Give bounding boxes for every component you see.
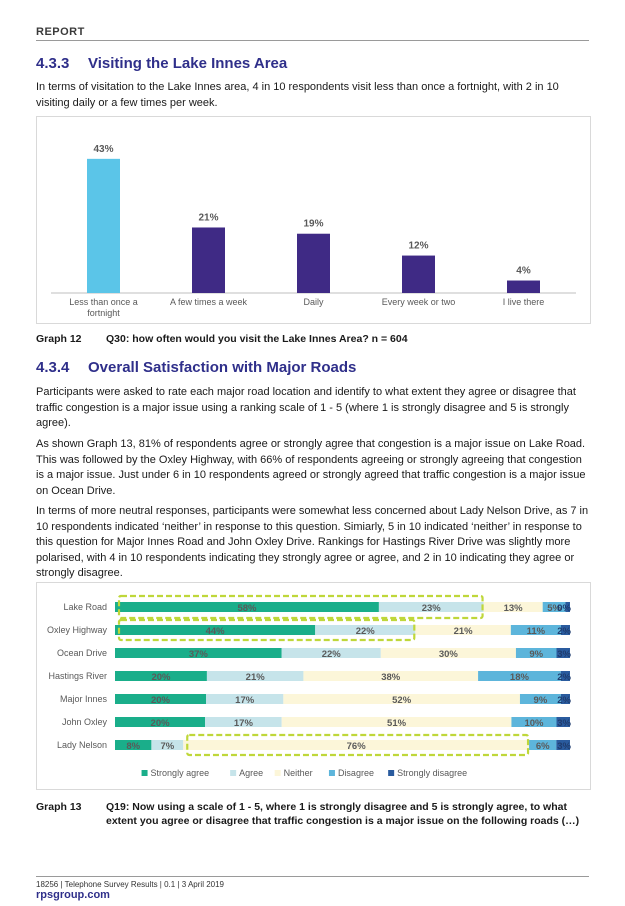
legend-entry: Neither — [283, 768, 313, 778]
category-label: Less than once a — [69, 297, 138, 307]
data-label: 2% — [557, 672, 571, 683]
section-paragraph: Participants were asked to rate each major road location and identify to what extent they agree or disagree that traffic congestion is a major issue using a ranking scale of 1 - 5 (where 1 is strongly disagree and 5 is strongly agree). — [36, 386, 576, 429]
caption-label: Graph 13 — [36, 801, 82, 813]
section-number: 4.3.4 — [36, 359, 70, 376]
section-number: 4.3.3 — [36, 55, 70, 72]
header-divider — [36, 40, 589, 41]
section-title: Overall Satisfaction with Major Roads — [88, 359, 357, 376]
section-title: Visiting the Lake Innes Area — [88, 55, 288, 72]
section-heading-4-3-3 — [36, 55, 287, 72]
data-label: 3% — [557, 741, 571, 752]
data-label: 52% — [392, 695, 412, 706]
data-label: 22% — [321, 649, 341, 660]
data-label: 38% — [381, 672, 401, 683]
caption-label: Graph 12 — [36, 333, 82, 345]
data-label: 9% — [533, 695, 548, 706]
legend-swatch — [275, 770, 281, 776]
data-label: 22% — [355, 626, 375, 637]
footer-divider — [36, 876, 589, 877]
data-label: 12% — [408, 240, 429, 252]
category-label: Hastings River — [48, 671, 107, 681]
category-label: I live there — [502, 297, 545, 307]
graph13-caption — [36, 800, 586, 828]
data-label: 6% — [535, 741, 550, 752]
graph12-caption — [36, 332, 586, 346]
graph12-chart — [36, 116, 591, 324]
category-label: Ocean Drive — [56, 648, 107, 658]
data-label: 2% — [557, 695, 571, 706]
section-paragraph: As shown Graph 13, 81% of respondents agree or strongly agree that congestion is a major issue on Lake Road. This was followed by the Oxley Highway, with 66% of respondents agreeing or strongly agreeing that congestion is a major issue. Just under 6 in 10 respondents agreed or strongly agreed that traffic congestion is a major issue on Ocean Drive. — [36, 438, 586, 497]
category-label: Lady Nelson — [56, 740, 107, 750]
data-label: 43% — [93, 143, 114, 155]
bar — [192, 227, 225, 293]
section-paragraph: In terms of visitation to the Lake Innes area, 4 in 10 respondents visit less than once a fortnight, with 2 in 10 visiting daily or a few times per week. — [36, 81, 559, 109]
data-label: 18% — [509, 672, 529, 683]
data-label: 51% — [387, 718, 407, 729]
data-label: 2% — [557, 626, 571, 637]
data-label: 58% — [237, 603, 257, 614]
category-label: Major Innes — [59, 694, 107, 704]
data-label: 3% — [557, 718, 571, 729]
data-label: 5% — [547, 603, 561, 614]
category-label: Oxley Highway — [46, 625, 107, 635]
category-label: Daily — [303, 297, 324, 307]
section-heading-4-3-4 — [36, 359, 356, 376]
data-label: 13% — [503, 603, 523, 614]
data-label: 30% — [438, 649, 458, 660]
category-label: John Oxley — [61, 717, 107, 727]
data-label: 3% — [557, 649, 571, 660]
data-label: 21% — [453, 626, 473, 637]
data-label: 4% — [516, 265, 531, 277]
category-label: Every week or two — [381, 297, 456, 307]
data-label: 20% — [150, 718, 170, 729]
data-label: 20% — [150, 695, 171, 706]
data-label: 19% — [303, 218, 324, 230]
data-label: 21% — [198, 212, 219, 224]
legend-entry: Strongly agree — [150, 768, 210, 778]
legend-entry: Disagree — [337, 768, 374, 778]
graph12-svg — [37, 117, 590, 323]
legend-swatch — [388, 770, 394, 776]
legend-swatch — [230, 770, 236, 776]
data-label: 7% — [160, 741, 175, 752]
data-label: 17% — [233, 718, 253, 729]
data-label: 21% — [245, 672, 265, 683]
footer-brand: rpsgroup.com — [36, 889, 110, 901]
caption-text: Q30: how often would you visit the Lake Innes Area? n = 604 — [106, 333, 408, 345]
caption-text: Q19: Now using a scale of 1 - 5, where 1 is strongly disagree and 5 is strongly agree, to what extent you agree or disagree that traffic congestion is a major issue on the following roads (…) — [106, 801, 580, 827]
data-label: 20% — [151, 672, 171, 683]
data-label: 76% — [346, 741, 366, 752]
bar — [297, 234, 330, 293]
data-label: 0% — [557, 603, 571, 614]
data-label: 10% — [524, 718, 544, 729]
data-label: 9% — [529, 649, 544, 660]
bar — [87, 159, 120, 293]
section-paragraph: In terms of more neutral responses, participants were somewhat less concerned about Lady Nelson Drive, as 7 in 10 respondents indicated ‘neither’ in response to this question. Simiarly, 5 in 10 indicated ‘neither’ in response to this question for Major Innes Road and John Oxley Drive. Rankings for Hastings River Drive was slightly more polarised, with 4 in 10 respondents indicating they strongly agree or agree, and 2 in 10 indicating they agree or strongly disagree. — [36, 505, 589, 579]
data-label: 11% — [526, 626, 546, 637]
header-label: REPORT — [36, 26, 85, 38]
category-label: A few times a week — [169, 297, 248, 307]
legend-swatch — [142, 770, 148, 776]
data-label: 37% — [188, 649, 208, 660]
data-label: 44% — [205, 626, 225, 637]
legend-swatch — [329, 770, 335, 776]
graph13-svg — [37, 583, 590, 789]
data-label: 8% — [126, 741, 141, 752]
data-label: 23% — [421, 603, 441, 614]
legend-entry: Agree — [239, 768, 264, 778]
category-label: fortnight — [87, 308, 120, 318]
bar — [402, 256, 435, 293]
footer-meta: 18256 | Telephone Survey Results | 0.1 | 3 April 2019 — [36, 880, 224, 889]
graph13-chart — [36, 582, 591, 790]
bar — [507, 281, 540, 293]
category-label: Lake Road — [63, 602, 107, 612]
data-label: 17% — [235, 695, 255, 706]
legend-entry: Strongly disagree — [397, 768, 468, 778]
